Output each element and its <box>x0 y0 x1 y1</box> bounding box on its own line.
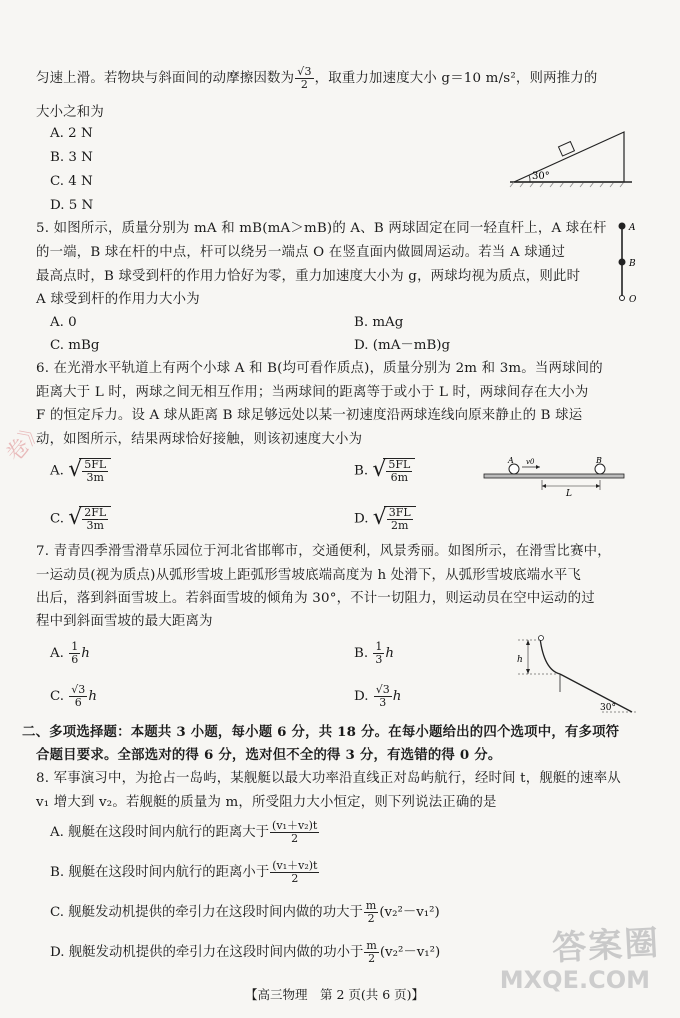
svg-text:L: L <box>566 489 572 498</box>
q6-option-a: A. √ $\frac{5FL}{3m}$ <box>50 458 111 484</box>
q7-line-3: 出后，落到斜面雪坡上。若斜面雪坡的倾角为 30°，不计一切阻力，则运动员在空中运动的过 <box>36 591 595 606</box>
page-footer: 【高三物理 第 2 页(共 6 页)】 <box>245 987 425 1002</box>
q8-line-1: 8. 军事演习中，为抢占一岛屿，某舰艇以最大功率沿直线正对岛屿航行，经时间 t，舰艇的速率从 <box>36 771 621 786</box>
q6-line-4: 动，如图所示，结果两球恰好接触，则该初速度大小为 <box>36 432 363 447</box>
q5-line-4: A 球受到杆的作用力大小为 <box>36 292 200 307</box>
q8-option-a: A. 舰艇在这段时间内航行的距离大于 $\frac{\text{(v₁＋v₂)t}}{2}$ <box>50 819 318 845</box>
q5-option-c: C. mBg <box>50 338 100 353</box>
svg-text:O: O <box>629 295 637 305</box>
watermark-logo: 答案圈 <box>551 923 662 969</box>
q7-line-4: 程中到斜面雪坡的最大距离为 <box>36 614 213 629</box>
q5-line-1: 5. 如图所示，质量分别为 mA 和 mB(mA＞mB)的 A、B 两球固定在同一轻直杆上，A 球在杆 <box>36 221 607 236</box>
q4-option-d: D. 5 N <box>50 198 94 213</box>
q6-option-c: C. √ $\frac{2FL}{3m}$ <box>50 506 111 532</box>
q6-line-1: 6. 在光滑水平轨道上有两个小球 A 和 B(均可看作质点)，质量分别为 2m 和 3m。当两球间的 <box>36 361 603 376</box>
q7-line-1: 7. 青青四季滑雪滑草乐园位于河北省邯郸市，交通便利，风景秀丽。如图所示，在滑雪比赛中， <box>36 544 611 559</box>
q4-text-a: 匀速上滑。若物块与斜面间的动摩擦因数为 <box>36 71 295 86</box>
q5-line-2: 的一端，B 球在杆的中点，杆可以绕另一端点 O 在竖直面内做圆周运动。若当 A 球通过 <box>36 245 566 260</box>
section-2-header-line-2: 合题目要求。全部选对的得 6 分，选对但不全的得 3 分，有选错的得 0 分。 <box>36 747 502 763</box>
svg-text:30°: 30° <box>600 703 616 713</box>
q5-option-b: B. mAg <box>354 315 404 330</box>
q7-option-d: D. $\frac{√3}{3}$ h <box>354 683 402 709</box>
section-2-header-line-1: 二、多项选择题：本题共 3 小题，每小题 6 分，共 18 分。在每小题给出的四个选项中，有多项符 <box>22 724 620 740</box>
q6-line-2: 距离大于 L 时，两球之间无相互作用；当两球间的距离等于或小于 L 时，两球间存在大小为 <box>36 385 589 400</box>
q5-line-3: 最高点时，B 球受到杆的作用力恰好为零，重力加速度大小为 g，两球均视为质点，则此时 <box>36 269 581 284</box>
side-mark: 卷》 <box>1 416 50 467</box>
q8-option-c: C. 舰艇发动机提供的牵引力在这段时间内做的功大于 $\frac{m}{2}$ (v₂²－v₁²) <box>50 899 440 925</box>
q7-option-b: B. $\frac{1}{3}$ h <box>354 640 394 666</box>
watermark-url: MXQE.COM <box>499 966 650 994</box>
q4-option-c: C. 4 N <box>50 174 93 189</box>
svg-text:h: h <box>517 655 523 665</box>
q5-option-d: D. (mA－mB)g <box>354 338 451 353</box>
q7-option-a: A. $\frac{1}{6}$ h <box>50 640 90 666</box>
q8-option-b: B. 舰艇在这段时间内航行的距离小于 $\frac{\text{(v₁＋v₂)t}}{2}$ <box>50 859 318 885</box>
q7-option-c: C. $\frac{√3}{6}$ h <box>50 683 97 709</box>
q6-line-3: F 的恒定斥力。设 A 球从距离 B 球足够远处以某一初速度沿两球连线向原来静止的 B 球运 <box>36 408 583 423</box>
q8-line-2: v₁ 增大到 v₂。若舰艇的质量为 m，所受阻力大小恒定，则下列说法正确的是 <box>36 795 497 810</box>
pivot-o <box>620 296 625 301</box>
ball-b <box>619 259 626 266</box>
q4-incline-figure <box>500 128 640 190</box>
q4-text-b: ，取重力加速度大小 g＝10 m/s²，则两推力的 <box>314 71 598 86</box>
skier <box>539 636 544 641</box>
svg-text:B: B <box>596 456 602 465</box>
svg-text:v0: v0 <box>526 458 535 466</box>
q4-option-a: A. 2 N <box>50 126 93 141</box>
svg-text:A: A <box>629 223 636 233</box>
q7-ski-slope-figure <box>514 632 639 716</box>
svg-text:A: A <box>508 456 514 465</box>
q8-option-d: D. 舰艇发动机提供的牵引力在这段时间内做的功小于 $\frac{m}{2}$ (v₂²－v₁²) <box>50 939 441 965</box>
q4-line-2: 大小之和为 <box>36 105 104 120</box>
q5-option-a: A. 0 <box>50 315 77 330</box>
q4-angle-label: 30° <box>532 171 550 182</box>
ball-b <box>595 464 605 474</box>
q7-line-2: 一运动员(视为质点)从弧形雪坡上距弧形雪坡底端高度为 h 处滑下，从弧形雪坡底端水平飞 <box>36 568 582 583</box>
ball-a <box>619 223 626 230</box>
q6-option-b: B. √ $\frac{5FL}{6m}$ <box>354 458 415 484</box>
q6-track-figure <box>480 456 630 498</box>
q5-rod-figure <box>612 218 646 308</box>
q4-option-b: B. 3 N <box>50 150 93 165</box>
ball-a <box>509 464 519 474</box>
q4-line-1 <box>36 66 597 91</box>
svg-text:B: B <box>629 259 636 269</box>
q6-option-d: D. √ $\frac{3FL}{2m}$ <box>354 506 416 532</box>
q4-friction-fraction: $\frac{√3}{2}$ <box>297 65 312 91</box>
